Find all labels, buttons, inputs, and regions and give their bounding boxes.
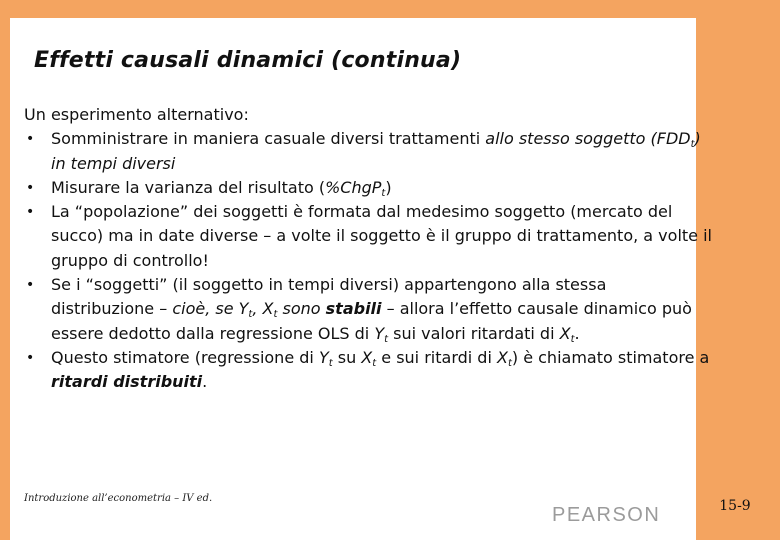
pearson-logo: PEARSON <box>552 504 661 526</box>
bullet-item: • Misurare la varianza del risultato (%ChgP$_t$) <box>24 176 714 200</box>
bullet-item: • Questo stimatore (regressione di $Y_t$ su $X_t$ e sui ritardi di $X_t$) è chiamato stimatore a ritardi distribuiti. <box>24 346 714 395</box>
page-number: 15-9 <box>719 498 751 514</box>
footer-source: Introduzione all’econometria – IV ed. <box>24 493 213 504</box>
bullet-item: • Somministrare in maniera casuale diversi trattamenti allo stesso soggetto $(FDD_t)$ in tempi diversi <box>24 127 714 176</box>
intro-text: Un esperimento alternativo: <box>24 105 249 124</box>
slide-title: Effetti causali dinamici (continua) <box>34 48 462 73</box>
bullet-list <box>24 127 714 394</box>
slide-body <box>24 103 714 395</box>
bullet-item: • La “popolazione” dei soggetti è formata dal medesimo soggetto (mercato del succo) ma in date diverse – a volte il soggetto è il gruppo di trattamento, a volte il gruppo di controllo! <box>24 200 714 273</box>
bullet-item: • Se i “soggetti” (il soggetto in tempi diversi) appartengono alla stessa distribuzione – cioè, se $Y_t$, $X_t$ sono stabili – allora l’effetto causale dinamico può essere dedotto dalla regressione OLS di $Y_t$ sui valori ritardati di $X_t$. <box>24 273 714 346</box>
